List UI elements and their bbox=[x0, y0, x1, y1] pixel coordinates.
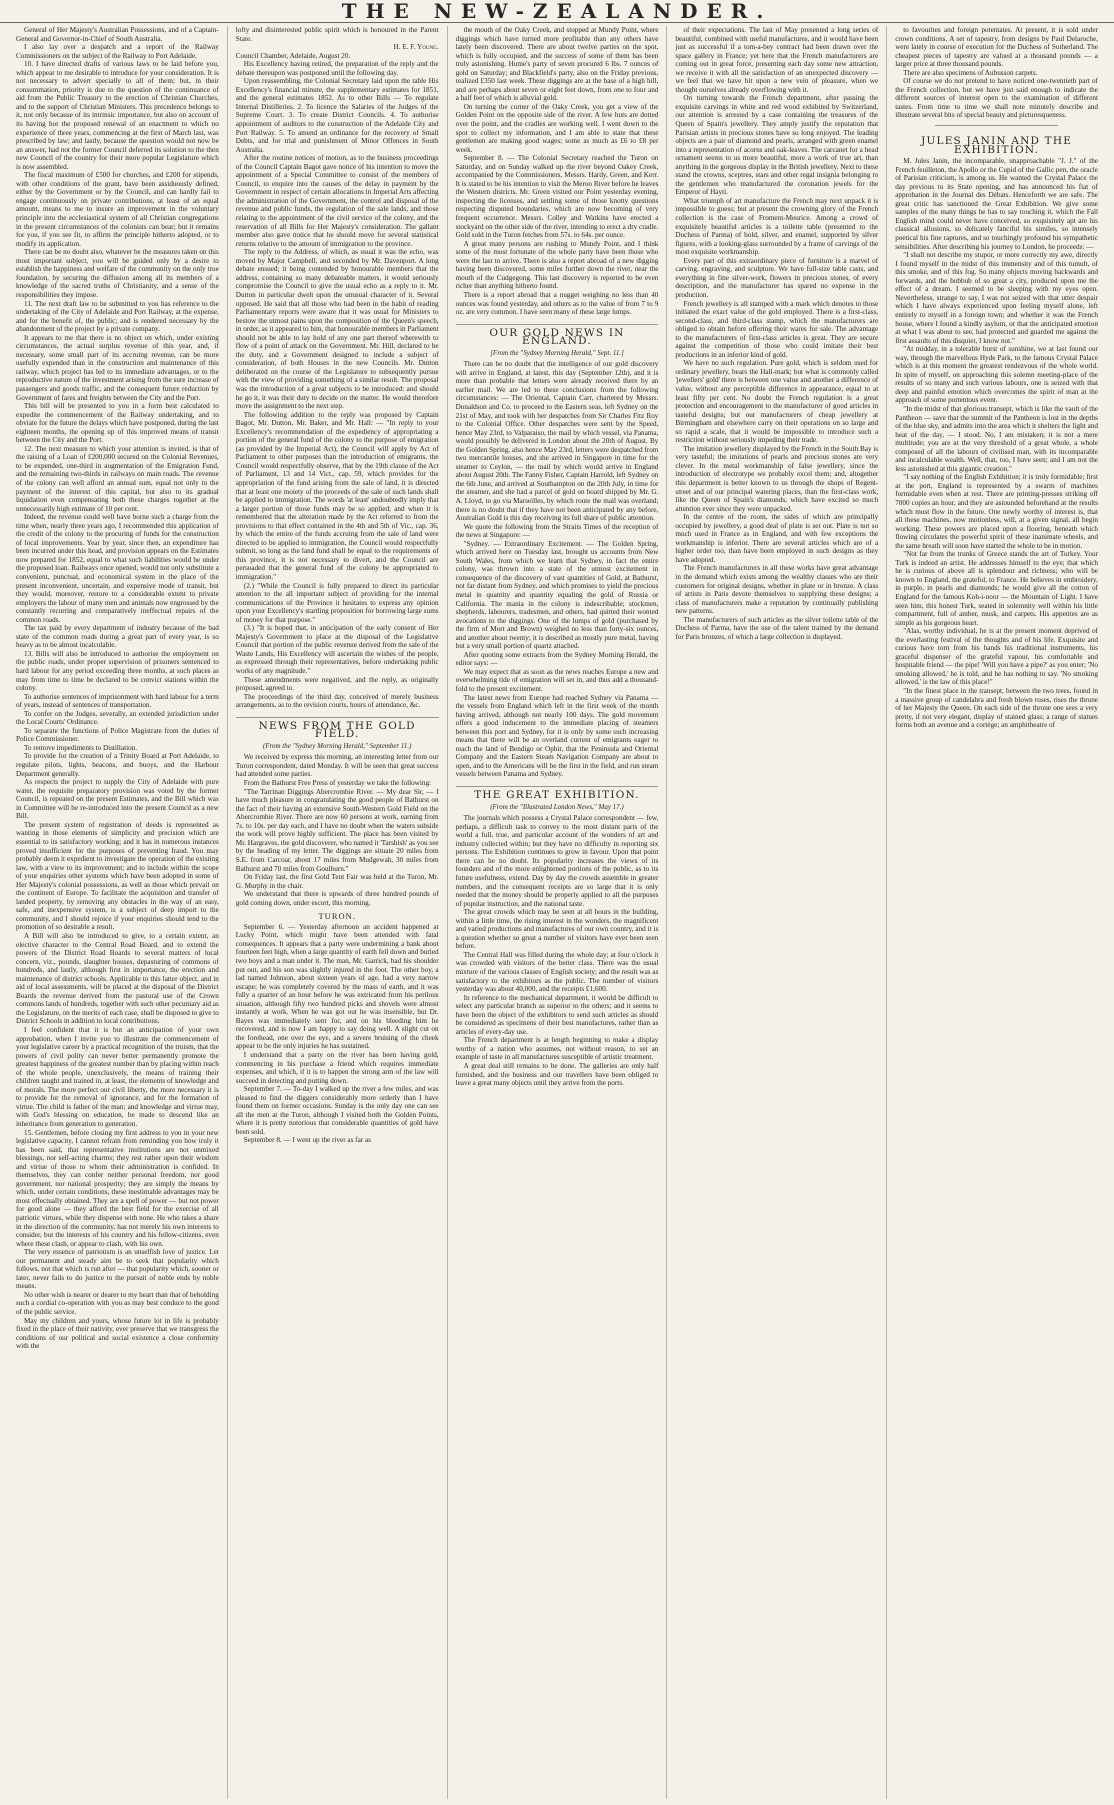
masthead-title: THE NEW-ZEALANDER. bbox=[341, 0, 773, 23]
col5-body bbox=[895, 26, 1098, 120]
paragraph: "In the finest place in the transept, between the two trees, found in a massive group of candelabra and fresh blown roses, rises the throne of her Majesty the Queen. On each side of the throne one sees a very pretty, if not very elegant, display of stained glass; a range of statues forms both an avenue and a cortège; an amphitheatre of bbox=[895, 687, 1098, 730]
paragraph: General of Her Majesty's Australian Possessions, and of a Captain-General and Governor-in-Chief of South Australia. bbox=[16, 26, 219, 43]
paragraph: (3.) "It is hoped that, in anticipation of the early consent of Her Majesty's Government to place at the disposal of the Legislative Council that portion of the public revenue derived from the sale of the Waste Lands, His Excellency will ascertain the wishes of the people, as expressed through their representatives, before undertaking public works of any magnitude." bbox=[235, 624, 439, 676]
paragraph: French jewellery is all stamped with a mark which denotes to those initiated the exact value of the gold employed. There is a first-class, second-class, and third-class stamp, which the manufacturers are obliged to obtain before offering their wares for sale. The advantage to the manufacturers of first-class articles is great. They are secure against the competition of those who could imitate their best productions in an inferior kind of gold. bbox=[675, 299, 879, 359]
paragraph: 13. Bills will also be introduced to authorise the employment on the public roads, under proper supervision of prisoners sentenced to hard labour for any period exceeding three months, at such places as may from time to time be declared to be convict stations within the colony. bbox=[16, 649, 219, 693]
paragraph: To provide for the creation of a Trinity Board at Port Adelaide, to regulate pilots, lights, beacons, and buoys, and the Harbour Department generally. bbox=[16, 752, 219, 778]
paragraph: The very essence of patriotism is an unselfish love of justice. Let our permanent and steady aim be to seek that popularity which follows, not that which is run after — that popularity which, sooner or later, never fails to do justice to the pursuit of noble ends by noble means. bbox=[16, 1248, 219, 1291]
column-4 bbox=[667, 26, 887, 1799]
column-5 bbox=[887, 26, 1106, 1799]
great-exhibition-heading: THE GREAT EXHIBITION. bbox=[456, 786, 659, 800]
paragraph: These amendments were negatived, and the reply, as originally proposed, agreed to. bbox=[235, 675, 439, 693]
paragraph: I understand that a party on the river has been having gold, commencing in his purchase a friend which requires immediate expenses, and which, if it is to happen the strong arm of the law will succeed in detecting and putting down. bbox=[235, 1050, 439, 1085]
paragraph: Of course we do not pretend to have noticed one-twentieth part of the French collection, but we have just said enough to indicate the different sources of interest open to the examination of different tastes. From time to time we shall note minutely describe and illustrate several bits of special beauty and picturesqueness. bbox=[895, 77, 1098, 120]
paragraph: To remove impediments to Distillation. bbox=[24, 743, 138, 752]
paragraph: "Sydney. — Extraordinary Excitement. — The Golden Spring, which arrived here on Tuesday last, brought us accounts from New South Wales, from which we learn that Sydney, in fact the entire colony, was thrown into a state of the utmost excitement in consequence of the discovery of vast quantities of Gold, at Bathurst, not far distant from Sydney, and which promises to yield the precious metal in quantity and quantity equaling the gold of Russia or California. The mania in the colony is indescribable; stockmen, shepherds, labourers, tradesmen, and others, had quitted their wonted avocations to the diggings. One of the lumps of gold (purchased by the firm of Mort and Brown) weighed no less than forty-six ounces, and another about twenty; it is described as mostly pure metal, having but a very small portion of quartz attached. bbox=[455, 539, 659, 651]
col2-news-body bbox=[236, 753, 439, 907]
paragraph: Indeed, the revenue could well have borne such a charge from the time when, nearly three years ago, I recommended this application of the credit of the colony to the procuring of funds for the construction of local improvements. Year by year, since then, an expenditure has been incurred under this head, and provision appears on the Estimates now prepared for 1852, equal to what such liabilities would be under the proposed loan. Railways once opened, would not only substitute a convenient, punctual, and economical system in the place of the present inconvenient, uncertain, and expensive mode of transit, but they would, moreover, restore to a considerable extent to private employers the labour of many men and animals now engrossed by the constantly recurring and comparatively ineffectual repairs of the common roads. bbox=[16, 513, 219, 624]
paragraph: Every part of this extraordinary piece of furniture is a marvel of carving, engraving, and sculpture. We have full-size table casts, and everything in fine silver-work, flowers in precious stones, of every description, and the manufacturer has spared no expense in the production. bbox=[675, 256, 879, 299]
paragraph: What triumph of art manufacture the French may next unpack it is impossible to guess; but at present the crowning glory of the French collection is the case of Froment-Meurice. Among a crowd of exquisitely beautiful articles is a toilette table (presented to the Duchess of Parma) of bold, silver, and enamel, supported by silver figures, with a looking-glass surrounded by a frame of carvings of the most exquisite workmanship. bbox=[675, 196, 879, 257]
paragraph: "In the midst of that glorious transept, which is like the vault of the Pantheon — save that the summit of the Pantheon is lost in the depths of the blue sky, and admits into the area which it shelters the light and heat of the day, — I stood. No, I am mistaken; it is not a mere multitude; you are at the very threshold of a great whole, a whole composed of all the labours of civilised man, with its incomparable and incalculable wealth. Well, that, too, I have seen; and I am not the less astonished at this gigantic creation." bbox=[895, 404, 1098, 473]
paragraph: The latest news from Europe had reached Sydney via Panama — the vessels from England which left in the first week of the month having arrived, although not nearly 100 days. The gold movement offers a good inducement to the immediate placing of steamers between this port and Sydney, for it is only by some such increasing means that there will be an overland current of emigrants eager to reach the land of Bendigo or Ophir, that the Peninsula and Oriental Company and the Eastern Steam Navigation Company are about to open, and to the Americans will be the first in the field, and run steam vessels between Panama and Sydney. bbox=[455, 693, 659, 779]
paragraph: September 8. — The Colonial Secretary reached the Turon on Saturday, and on Sunday walked up the river beyond Oakey Creek, accompanied by the Commissioners, Messrs. Hardy, Green, and Kerr. It is stated to be his intention to visit the Meroo River before he leaves the Western districts. Mr. Green visited our Point yesterday evening, inspecting the licenses, and settling some of those knotty questions respecting disputed boundaries, which are now becoming of very frequent occurrence. Messrs. Colley and Watkins have erected a stockyard on the other side of the river, intending to erect a dry cradle. Gold sold in the Turon fetches from 57s. to 64s. per ounce. bbox=[455, 154, 659, 240]
paragraph: On turning towards the French department, after passing the exquisite carvings in white and red wood exhibited by Switzerland, our attention is arrested by a case containing the treasures of the Queen of Spain's jewellery. They amply justify the reputation that Parisian artists in precious stones have so long enjoyed. The leading objects are a pair of diamond and pearls, arranged with green enamel into a representation of acorns and oak-leaves. The carcanet for a head ornament seems to us more beautiful, more a work of true art, than anything in the gorgeous display in the British jewellery. Next to these stand the crowns, sceptres, stars and other regal insignia belonging to the gentlemen who manufactured the coronation jewels for the Emperor of Hayti. bbox=[675, 94, 879, 197]
paragraph: The reply to the Address, of which, as usual it was the echo, was moved by Major Campbell, and seconded by Mr. Davenport. A long debate ensued; it being contended by honourable members that the address, containing so many debateable matters, it would seriously compromise the Council to give the usual echo as a reply to it. Mr. Dutton in particular dwelt upon the unusual character of it. Several opposed. He said that all those who had been in the habit of reading Parliamentary reports were aware that it was usual for Ministers to bestow the utmost pains upon the composition of the Queen's speech, in order, as it appeared to him, that honourable members in Parliament should not be able to lay hold of any one part thereof wherewith to flow of a point of attack on the Government. Mr. Hill, declared to be the duty, and a Government designed to include a subject of consideration, of both Houses in the new Councils. Mr. Dutton deliberated on the course of the Legislature to subsequently pursue with the view of providing something of a similar result. The proposal was the introduction of a great subjects to be introduced: and should he go it, it was their duty to decide on the matter. He would therefore move the assignment to the next step. bbox=[235, 248, 439, 411]
paragraph: There can be no doubt that the intelligence of our gold discovery will arrive in England, at latest, this day (September 12th), and it is more than probable that letters were already received there by an earlier mail. We are led to these conclusions from the following circumstances: — The Oriental, Captain Carr, chartered by Messrs. Donaldson and Co. to proceed to the Eastern seas, left Sydney on the 21st of May, and took with her despatches from Sir Charles Fitz Roy to the Colonial Office. Other despatches were sent by the Speed, hence May 23rd, to Valparaiso, the mail by which vessel, via Panama, would possibly be delivered in London about the 20th of August. By the Golden Spring, also hence May 23rd, letters were despatched from two mercantile houses, and she arrived in Singapore in time for the steamer to Ceylon, — the mail by which would arrive in England about August 20th. The Fanny Fisher, Captain Harrold, left Sydney on the 6th June, and arrived at Southampton on the 20th July, in time for the steamer, and she had a parcel of gold on board shipped by Mr. G. A. Lloyd, to go via Marseilles, by which route the mail was overland; there is no doubt that if they have not been anticipated by any before, Australian Gold is this day receiving its full share of public attention. bbox=[455, 360, 659, 523]
paragraph: of their expectations. The last of May presented a long series of beautiful, combined with useful manufactures, and it would have been just as successful if a tom-a-bey contract had been drawn over the space gallery in France; yet here that the French manufacturers are coming out in great force, presenting each day some new attraction, we receive it with all the satisfaction of an unexpected discovery — we feel that we have hit upon a new vein of pleasure, when we thought ourselves already overflowing with it. bbox=[675, 26, 879, 94]
paragraph: The proceedings of the third day, conceived of merely business arrangements, as to the revision courts, hours of attendance, &c. bbox=[235, 692, 439, 710]
col2-turon-body bbox=[236, 923, 439, 1145]
columns bbox=[8, 26, 1106, 1799]
col3-exhibition-body bbox=[456, 814, 659, 1088]
paragraph: September 8. — I went up the river as far as bbox=[243, 1136, 371, 1145]
paragraph: 10. I have directed drafts of various laws to be laid before you, which appear to me desirable to introduce for your consideration. It is not necessary to advert specially to all of them; but, in their consummation, priority is due to the question of the continuance of aid from the Public Treasury to the erection of Christian Churches, and to the support of Christian Ministers. This precedence belongs to it, not only because of its intrinsic importance, but also on account of its having hot the proposed renewal of an enactment to which no experience of three years, commencing at the first of March last, was prescribed by law; and lastly, because the question would not now be an answer, had not the former Council deferred its solution to the then new Council of the country for their more popular Legislature which is now assembled. bbox=[16, 60, 219, 171]
paragraph: The journals which possess a Crystal Palace correspondent — few, perhaps, a difficult task to convey to the most distant parts of the world a full, true, and particular account of the wonders of art and industry collected within; but they have no difficulty in reporting six persons. The Exhibition continues to grow in favour. Upon that point there can be no doubt. Its popularity increases the views of its founders and of the more enlightened portions of the public, as to its future usefulness, extend. Day by day the crowds assemble in greater numbers, and the consequent receipts are so large that it is only needed that the money should be properly applied to all the purposes of popular instruction, and the national taste. bbox=[455, 814, 659, 908]
paragraph: We quote the following from the Straits Times of the reception of the news at Singapore: — bbox=[455, 522, 659, 540]
paragraph: A great many persons are rushing to Mundy Point, and I think some of the most fortunate of the whole party have been those who were the last to arrive. There is also a report abroad of a new digging having been discovered, some miles further down the river, near the mouth of the Cudgegong. This last discovery is reported to be even richer than anything hitherto found. bbox=[455, 239, 659, 291]
paragraph: To separate the functions of Police Magistrate from the duties of Police Commissioner. bbox=[16, 726, 219, 744]
gold-news-england-source: [From the "Sydney Morning Herald," Sept. 11.] bbox=[490, 348, 624, 357]
column-2 bbox=[228, 26, 448, 1799]
paragraph: As respects the project to supply the City of Adelaide with pure water, the requisite preparatory provision was voted by the former Council, is repeated on the present Estimates, and the Bill which was in Committee will be re-introduced into the present Council as a new Bill. bbox=[16, 778, 219, 821]
paragraph: Upon reassembling, the Colonial Secretary laid upon the table His Excellency's financial minute, the supplementary estimates for 1851, and the general estimates 1852. As to other Bills — To regulate Internal Distilleries. 2. To licence the Salaries of the Judges of the Supreme Court. 3. To create District Councils. 4. To authorise appointment of auditors to the construction of the Adelaide City and Port Railway. 5. To amend an ordinance for the recovery of Small Debts, and for trial and punishment of Minor Offences in South Australia. bbox=[235, 77, 439, 154]
paragraph: There is a report abroad that a nugget weighing no less than 40 ounces was found yesterday, and others as to the value of from 7 to 9 oz. are very common. I have seen many of these large lumps. bbox=[455, 290, 659, 317]
paragraph: The French department is at length beginning to make a display worthy of a nation who assumes, not without reason, to set an example of taste in all manufactures susceptible of artistic treatment. bbox=[455, 1036, 659, 1062]
col2-intro: lofty and disinterested public spirit which is honoured in the Parent State. bbox=[235, 26, 439, 43]
col3-body bbox=[456, 26, 659, 317]
col5-janin-body bbox=[895, 157, 1098, 730]
paragraph: This bill will be presented to you in a form best calculated to expedite the commencement of the Railway undertaking, and to obviate for the future the delays which have postponed, during the last eighteen months, the opening up of this improved means of transit between the City and the Port. bbox=[16, 402, 219, 445]
paragraph: September 7. — To-day I walked up the river a few miles, and was pleased to find the diggers considerably more orderly than I have found them on former occasions. Sunday is the only day one can see all the men at the Turon, although I visited both the Golden Points, where it is pretty notorious that considerable quantities of gold have been sold. bbox=[235, 1085, 439, 1136]
paragraph: The tax paid by every department of industry because of the bad state of the common roads during a great part of every year, is so heavy as to be almost incalculable. bbox=[16, 624, 219, 650]
paragraph: "At midday, in a tolerable burst of sunshine, we at last found our way, through the marvellous Hyde Park, to the famous Crystal Palace which is at this moment the greatest rendezvous of the whole world. In spite of myself, on approaching this solemn meeting-place of the results of so many and such various labours, one is seized with that deep and painful emotion which overcomes the spirit of man at the approach of some portentous event. bbox=[895, 345, 1098, 405]
paragraph: 15. Gentlemen, before closing my first address to you in your new legislative capacity, I cannot refrain from reminding you how truly it has been said, that representative institutions are not unmixed blessings, nor self-acting charms; they rest rather upon their wisdom and virtue of those to whom their administration is confided. In themselves, they can confer neither personal freedom, nor good government, nor national prosperity; they are simply the means by which, under certain conditions, these inestimable advantages may be most effectually obtained. They are a spell of power — but not power for good alone — they afford the best field for the exercise of all patriotic virtues, while they dispense with none. He who takes a share in the direction of the community, has not merely his own interests to consider, but the interests of his country and his fellow-citizens, even where these clash, or appear to clash, with his own. bbox=[16, 1128, 219, 1248]
paragraph: The present system of registration of deeds is represented as wanting in those elements of simplicity and precision which are essential to its satisfactory working; and it has in numerous instances proved insufficient for the purposes of preventing fraud. You may probably deem it expedient to investigate the operation of the existing law, with a view to its improvement; and to include within the scope of your enquiries other systems which have been adopted in some of Her Majesty's colonial possessions, as well as those which prevail on the continent of Europe. To facilitate the acquisition and transfer of landed property, by removing any obstacles in the way of an easy, safe, and inexpensive system, is a subject of deep import to the community, and I should rejoice if your enquiries should tend to the promotion of so desirable a result. bbox=[16, 820, 219, 932]
paragraph: After quoting some extracts from the Sydney Morning Herald, the editor says: — bbox=[455, 650, 659, 668]
paragraph: the mouth of the Oaky Creek, and stopped at Mundy Point, where diggings which have turned more profitable than any others have lately been discovered. There are about twelve parties on the spot, which is fully occupied, and the success of some of them has been truly astonishing. Hume's party of seven procured 6 lbs. 7 ounces of gold on Saturday; and Blackfield's party, also on the Friday previous, realized £350 last week. These diggings are at the base of a high hill, and are perhaps about seven or eight feet down, from one to four and a half feet of which is alluvial gold. bbox=[455, 26, 659, 103]
paragraph: May my children and yours, whose future lot in life is probably fixed in the place of their nativity, ever preserve that we transgress the conditions of our political and social existence a close conformity with the bbox=[16, 1316, 219, 1351]
column-3 bbox=[448, 26, 668, 1799]
news-gold-field-heading: NEWS FROM THE GOLD FIELD. bbox=[236, 717, 439, 739]
paragraph: The following addition to the reply was proposed by Captain Bagot, Mr. Dutton, Mr. Baker, and Mr. Hall: — "In reply to your Excellency's recommendation of the expediency of appropriating a portion of the general fund of the colony to the purpose of emigration (as provided by the Imperial Act), the Council will apply by Act of Parliament to other purposes than the introduction of emigrants, the Council would respectfully observe, that by the 19th clause of the Act of Parliament, 13 and 14 Vict., cap. 59, which provides for the appropriation of the fund arising from the sale of land, it is directed that at least one moiety of the proceeds of the sale of such lands shall be applied to immigration. The words 'at least' undoubtedly imply that a larger portion of those funds may be so applied; and when it is remembered that the alteration made by the Act referred to from the provisions to that effect contained in the 4th and 5th of Vic., cap. 36, by which the entire of the funds accruing from the sale of land were directed to be applied to immigration, the Council would respectfully submit, so long as the land fund shall be equal to the requirements of this province, it is not necessary to divert, and the Council are persuaded that the general fund of the colony be appropriated to immigration." bbox=[235, 410, 439, 581]
paragraph: (2.) "While the Council is fully prepared to direct its particular attention to the all important subject of providing for the internal communications of the Province it hesitates to express any opinion upon your Excellency's startling proposition for borrowing large sums of money for that purpose." bbox=[235, 581, 439, 624]
paragraph: From the Bathurst Free Press of yesterday we take the following: bbox=[243, 779, 432, 788]
paragraph: On Friday last, the first Gold Tent Fair was held at the Turon, Mr. G. Murphy in the chair. bbox=[235, 873, 439, 890]
gold-news-england-heading: OUR GOLD NEWS IN ENGLAND. bbox=[456, 324, 659, 346]
jules-janin-heading: JULES JANIN AND THE EXHIBITION. bbox=[921, 135, 1073, 156]
paragraph: On turning the corner of the Oaky Creek, you get a view of the Golden Point on the opposite side of the river. A few huts are dotted over the point, and the cradles are working well. I went down to the spot to collect my information, and I am able to state that these gentlemen are making good wages; some as much as £6 to £8 per week. bbox=[455, 102, 659, 154]
news-gold-field-source: (From the "Sydney Morning Herald," September 11.) bbox=[262, 741, 412, 750]
paragraph: In the centre of the room, the sides of which are principally occupied by jewellery, a good deal of plate is set out. Plate is not so much used in France as in England, and with few exceptions the workmanship is inferior. There are several articles which are of a higher order too, than have been employed in such designs as they have adopted. bbox=[675, 513, 879, 564]
paragraph: To authorise sentences of imprisonment with hard labour for a term of years, instead of sentences of transportation. bbox=[16, 692, 219, 710]
paragraph: We may expect that as soon as the news reaches Europe a new and overwhelming tide of emigration will set in, and thus add a thousand-fold to the present excitement. bbox=[455, 667, 659, 694]
paragraph: "Alas, worthy individual, he is at the present moment deprived of the everlasting festival of the thoughts and of his life. Exquisite and curious have torn from his hands his traditional instruments, his graceful dispenser of the grateful vapour, his comfortable and hospitable friend — the pipe! 'Will you have a pipe?' as you enter; 'No smoking allowed,' he is told, and he has nothing to say. 'No smoking allowed,' is the law of this place!" bbox=[895, 627, 1098, 687]
paragraph: No other wish is nearer or dearer to my heart than that of beholding such a cordial co-operation with you as may best conduce to the good of the public service. bbox=[16, 1290, 219, 1317]
turon-heading: TURON. bbox=[318, 911, 356, 922]
paragraph: M. Jules Janin, the incomparable, unapproachable "J. J." of the French feuilleton, the Apollo or the Cupid of the Gallic pen, the oracle of Parisian criticism, is among us. He wanted the Crystal Palace the day previous to its State opening, and has announced his fiat of approbation in the Journal des Débats. Henceforth we are safe. The great critic has sanctioned the Great Exhibition. We give some samples of the many things he has to say touching it, which the Fall English mind could never have conceived, so exquisitely apt are his classical allusions, so delicately fanciful his similes, so intensely poetical his fine raptures, and so touchingly profound his sympathetic sensibilities. After describing his journey to London, he proceeds: — bbox=[895, 157, 1098, 251]
paragraph: There are also specimens of Aubusson carpets. bbox=[903, 68, 1038, 77]
paragraph: The great crowds which may be seen at all hours in the building, within a little time, the rising interest in the wonders, the magnificent and varied productions and manufactures of our own country, and it is a question whether so great a number of visitors have ever been seen before. bbox=[455, 908, 659, 951]
paragraph: 11. The next draft law to be submitted to you has reference to the undertaking of the City of Adelaide and Port Railway, at the expense, and for the benefit of, the public; and is rendered necessary by the abandonment of the project by a private company. bbox=[16, 299, 219, 334]
paragraph: After the routine notices of motion, as to the business proceedings of the Council Captain Bagot gave notice of his intention to move the appointment of a Special Committee to consist of the members of Council, to enquire into the causes of the delay in payment by the Government in respect of certain allocations in Imperial Arts affecting the administration of the Government, the control and disposal of the revenue and public funds, the regulation of the sale lands, and those relating to the appointment of the civil service of the colony, and the reservation of all Bills for Her Majesty's consideration. The gallant member also gave notice that he should move for several statistical returns relative to the amount of immigration to the province. bbox=[235, 154, 439, 248]
col2-dateline: Council Chamber, Adelaide, August 20. bbox=[235, 51, 351, 60]
col2-body bbox=[236, 60, 439, 710]
great-exhibition-source: (From the "Illustrated London News," May 17.) bbox=[490, 802, 624, 811]
col2-signoff: H. E. F. Young. bbox=[393, 43, 439, 52]
paragraph: I feel confident that it is but an anticipation of your own approbation, when I invite you to illustrate the commencement of your legislative career by a practical recognition of the truism, that the powers of civil polity can never better permanently promote the greatest happiness of the greatest number than by placing within reach of the whole people, unexclusively, the means of training their children taught and trained in, at least, the elements of knowledge and of morals. The more perfect our civil liberty, the more necessary it is to provide for the removal of ignorance, and for the formation of virtue. The child is father of the man; and knowledge and virtue may, with God's blessing on education, be made to descend like an inheritance from generation to generation. bbox=[16, 1025, 219, 1128]
paragraph: 12. The next measure to which your attention is invited, is that of the raising of a Loan of £200,000 secured on the Colonial Revenues, to be expended, one-third in augmentation of the Emigration Fund, and the remaining two-thirds in railways on main roads. The revenue of the colony can well afford an annual sum, equal not only to the payment of the interest of this capital, but also to its gradual liquidation even compensating both these charges together at the unnecessarily high estimate of 10 per cent. bbox=[16, 444, 219, 513]
paragraph: I also lay over a despatch and a report of the Railway Commissioners on the subject of the Railway to Port Adelaide. bbox=[16, 43, 219, 60]
paragraph: His Excellency having retired, the preparation of the reply and the debate thereupon was postponed until the following day. bbox=[235, 60, 439, 77]
paragraph: In reference to the mechanical department, it would be difficult to select any particular branch as superior to the others; and it seems to have been the object of the exhibitors to send such articles as should be considered as specimens of their best manufactures, rather than as articles of every-day use. bbox=[455, 993, 659, 1036]
divider bbox=[935, 125, 1058, 126]
paragraph: "I say nothing of the English Exhibition; it is truly formidable; first at the port, England is represented by a swarm of machines formidable even when at rest. There are printing-presses striking off 7000 copies an hour, and they are astounded beforehand at the results which must flow in the future. One newly worthy of interest is, that all these machines, now motionless, will, at a given signal, all begin working. These powers are placed upon a flooring, beneath which flowing circulates the powerful spirit of these inanimate wheels, and the same breath will soon have started the whole to be in motion. bbox=[895, 473, 1098, 550]
paragraph: "I shall not describe my stupor, or more correctly my awe, directly I found myself in the midst of this immensity and of this tumult, of this smoke, and of this fog. So many objects moving backwards and forwards, and the bubbub of so great a city, produced upon me the effect of a dream. I seemed to be sleeping with my eyes open. Nevertheless, strange to say, I was not seized with that utter despair which I have always experienced upon feeling myself alone, left entirely to myself in a foreign town; and whether it was the French house, where I found a kindly asylum, or that the anticipated emotion at what I was about to see, had protected and guarded me against the first assaults of this disquiet, I know not." bbox=[895, 251, 1098, 345]
paragraph: We understand that there is upwards of three hundred pounds of gold coming down, under escort, this morning. bbox=[235, 890, 439, 907]
masthead bbox=[0, 0, 1114, 23]
paragraph: We have no such regulation. Pure gold, which is seldom used for ordinary jewellery, bears the Hall-mark; but what is commonly called 'jewellers' gold' there is between one value and another a difference of value, without any perceptible difference in appearance, equal to at least fifty per cent. No doubt the French regulation is a great protection and encouragement to the manufacturer of good articles in tasteful designs; but our manufacturers of cheap jewellery at Birmingham and elsewhere carry on their operations on so large and so rapid a scale, that it would be impossible to introduce such a restriction without seriously impeding their trade. bbox=[675, 359, 879, 445]
paragraph: To confer on the Judges, severally, an extended jurisdiction under the Local Courts' Ordinance. bbox=[16, 709, 219, 727]
column-1 bbox=[8, 26, 228, 1799]
paragraph: A great deal still remains to be done. The galleries are only half furnished, and the business and our travellers have been obliged to leave a great many objects until they arrive from the ports. bbox=[455, 1061, 659, 1088]
paragraph: "The Tarrinan Diggings Abercrombie River. — My dear Sir, — I have much pleasure in congratulating the good people of Bathurst on the fact of their having an extensive South-Western Gold Field on the Abercrombie River. There are now 60 persons at work, earning from 7s. to 10s. per day each, and I have no doubt when the waters subside the work will prove highly sufficient. The place has been visited by Mr. Hargraves, the gold discoverer, who named it 'Tarshish' as you see by the heading of my letter. The diggings are situate 20 miles from S.E. from Carcoar, about 17 miles from Mudgewah, 30 miles from Bathurst and 70 miles from Goulburn." bbox=[235, 787, 439, 873]
paragraph: The French manufacturers in all these works have great advantage in the demand which exists among the wealthy classes who are their customers for original designs, whether in plate or in bronze. A class of artists in Paris devote themselves to supplying these designs; a class of manufacturers make a reputation by continually publishing new patterns. bbox=[675, 564, 879, 616]
paragraph: We received by express this morning, an interesting letter from our Turon correspondent, dated Monday. It will be seen that great success had attended some parties. bbox=[235, 753, 439, 779]
paragraph: There can be no doubt also, whatever be the measures taken on this most important subject, you will be guided only by a desire to establish the happiness and welfare of the community on the only true foundation, by securing the diffusion among all its members of a knowledge of the sacred truths of Christianity, and a sense of the responsibilities they impose. bbox=[16, 248, 219, 299]
col3-gold-news-body bbox=[456, 360, 659, 779]
paragraph: The imitation jewellery displayed by the French in the South Bay is very tasteful; the imitations of pearls and precious stones are very clever. In the metal workmanship of false jewellery, since the introduction of electrotype we probably excel them; and, altogether this department is better known to us through the shops of Regent-street and of our principal watering places, than the first-class work, like the Queen of Spain's diamonds, which have excited so much attention ever since they were unpacked. bbox=[675, 444, 879, 513]
paragraph: "Not far from the trunks of Greece stands the art of Turkey. Your Turk is indeed an artist. He addresses himself to the eye; that which he is curious of above all is splendour and richness; who will be known to England, the grateful, to France. He believes in embroidery, in purple, in pearls and diamonds; he would give all the cotton of England for the famous Koh-i-noor — the Mountain of Light. I have seen him, this honest Turk, seated in solemnity well within his little compartment, full of amber, musk, and carpets. His appetites are as simple as his gorgeous heart. bbox=[895, 550, 1098, 627]
paragraph: September 6. — Yesterday afternoon an accident happened at Lucky Point, which might have been attended with fatal consequences. It appears that a party were undermining a bank about fourteen feet high, when a large quantity of earth fell down and buried two boys and a man under it. The man, Mr. Garrick, had his shoulder put out, and his son was slightly injured in the foot. The other boy, a lad named Johnson, about sixteen years of age, had a very narrow escape; he was completely covered by the mass of earth, and it was fully a quarter of an hour before he was extricated from his perilous situation, although fifty two hundred picks and shovels were almost instantly at work. When he was got out he was insensible, but Dr. Bayes was immediately sent for, and on his bleeding him he recovered, and is now I am happy to say doing well. A slight cut on the forehead, one over the eye, and a severe bruising of the cheek appear to be the only injuries he has sustained. bbox=[235, 922, 439, 1051]
paragraph: The manufacturers of such articles as the silver toilette table of the Duchess of Parma, have the use of the talent trained by the demand for Paris bronzes, of which a large collection is displayed. bbox=[675, 615, 879, 641]
paragraph: It appears to me that there is no object on which, under existing circumstances, the actual surplus revenue of this year, and, if necessary, some small part of its accruing revenue, can be more usefully expended than in the construction and maintenance of this railway, which project has led to its immediate advantages, or to the reproductive nature of the investment arising from the sure increase of passengers and goods traffic, and the consequent future reduction by Government of fares and freights between the City and the Port. bbox=[16, 333, 219, 402]
paragraph: The fiscal maximum of £500 for churches, and £200 for stipends, with other conditions of the grant, have been assiduously defined, either by the Government or by the Council, and can hardly fail to engage continuously on private contributions, at least of an equal amount, means to me to insure an improvement in the voluntary principle into the ecclesiastical system of all Christian congregations in the present circumstances of the colonists can bear; but it remains for you, if you see fit, to affirm the principle hitherto adopted, or to modify its application. bbox=[16, 171, 219, 248]
paragraph: A Bill will also be introduced to give, to a certain extent, an elective character to the Central Road Board, and to extend the powers of the District Road Boards to several matters of local concern, viz., pounds, slaughter houses, depasturing of commons of hundreds, and lastly, although first in importance, the erection and maintenance of district schools. Applicable to this latter object, and in aid of local assessments, will be placed at the disposal of the District Boards the revenue derived from the pastoral use of the Crown commons lands of hundreds, together with such other pecuniary aid as the Legislature, on the merits of each case, shall be disposed to give to District Schools in addition to local contributions. bbox=[16, 931, 219, 1026]
paragraph: to favourites and foreign potentates. At present, it is sold under crown conditions. A set of tapestry, from designs by Paul Delaroche, were lately in course of execution for the Duchess of Sutherland. The cheapest pieces of tapestry are valued at a thousand pounds — a larger price at three thousand pounds. bbox=[895, 26, 1098, 69]
paragraph: The Central Hall was filled during the whole day; at four o'clock it was crowded with visitors of the better class. There was the usual mixture of the various classes of English society; and the result was as satisfactory to the exhibitors as the public. The number of visitors yesterday was about 40,000, and the receipts £1,600. bbox=[455, 950, 659, 994]
